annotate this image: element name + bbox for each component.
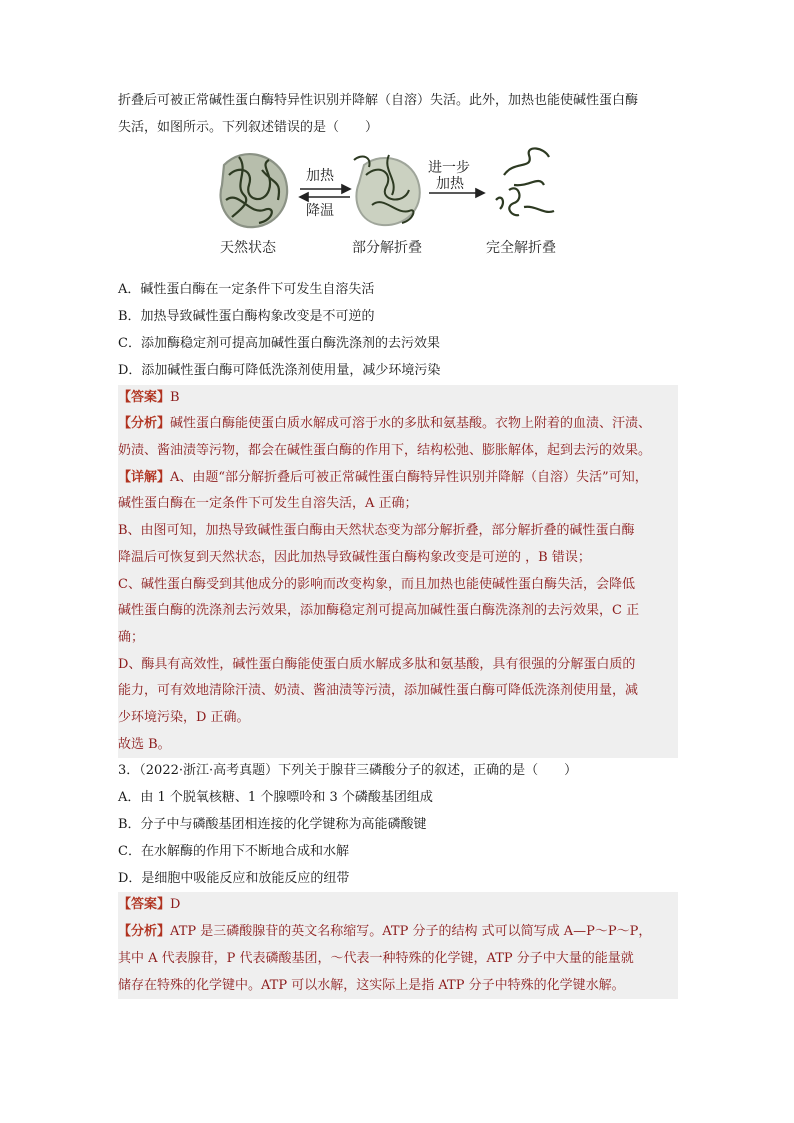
q3-solution-block [118, 892, 678, 999]
q2-solution-block [118, 385, 678, 759]
q2-analysis-line-2: 奶渍、酱油渍等污物，都会在碱性蛋白酶的作用下，结构松弛、膨胀解体，起到去污的效果。 [118, 443, 652, 458]
q3-answer-value: D [170, 897, 181, 913]
q3-analysis-line-2: 其中 A 代表腺苷，P 代表磷酸基团，～代表一种特殊的化学键，ATP 分子中大量的能量就 [118, 950, 634, 966]
q2-answer-value: B [170, 389, 180, 405]
q2-detail-line-11: 故选 B。 [118, 736, 171, 752]
document-page [118, 88, 678, 999]
q2-option-d: D．添加碱性蛋白酶可降低洗涤剂使用量，减少环境污染 [118, 362, 441, 378]
intro-line-1: 折叠后可被正常碱性蛋白酶特异性识别并降解（自溶）失活。此外，加热也能使碱性蛋白酶 [118, 93, 639, 108]
q2-option-c: C．添加酶稳定剂可提高加碱性蛋白酶洗涤剂的去污效果 [118, 336, 440, 351]
native-state-protein [221, 155, 288, 228]
intro-line-2: 失活，如图所示。下列叙述错误的是（ ） [118, 119, 379, 135]
q2-analysis-label: 【分析】 [118, 416, 171, 432]
partially-unfolded-protein [354, 155, 420, 225]
caption-partially-unfolded: 部分解折叠 [352, 240, 422, 257]
q2-detail-line-5: C、碱性蛋白酶受到其他成分的影响而改变构象，而且加热也能使碱性蛋白酶失活，会降低 [118, 576, 635, 592]
arrow2-top-label: 进一步 [428, 160, 470, 177]
reversible-arrow [300, 185, 350, 201]
q2-answer-label: 【答案】 [118, 389, 171, 405]
q3-analysis-label: 【分析】 [118, 924, 171, 940]
q3-option-a: A．由 1 个脱氧核糖、1 个腺嘌呤和 3 个磷酸基团组成 [118, 790, 433, 806]
caption-fully-unfolded: 完全解折叠 [486, 240, 556, 257]
q2-detail-line-8: D、酶具有高效性，碱性蛋白酶能使蛋白质水解成多肽和氨基酸，具有很强的分解蛋白质的 [118, 656, 636, 672]
q2-detail-label: 【详解】 [118, 469, 171, 485]
q2-analysis-line-1: 碱性蛋白酶能使蛋白质水解成可溶于水的多肽和氨基酸。衣物上附着的血渍、汗渍、 [170, 416, 652, 432]
fully-unfolded-protein [496, 149, 554, 216]
arrow1-bottom-label: 降温 [306, 203, 334, 220]
q2-option-a: A．碱性蛋白酶在一定条件下可发生自溶失活 [118, 282, 375, 298]
q2-detail-line-6: 碱性蛋白酶的洗涤剂去污效果，添加酶稳定剂可提高加碱性蛋白酶洗涤剂的去污效果，C 正 [118, 603, 640, 619]
q3-option-b: B．分子中与磷酸基团相连接的化学键称为高能磷酸键 [118, 817, 427, 833]
q3-analysis-line-1: ATP 是三磷酸腺苷的英文名称缩写。ATP 分子的结构 式可以简写成 A—P～P～P， [170, 924, 652, 940]
arrow1-top-label: 加热 [306, 168, 334, 185]
arrow2-bottom-label: 加热 [436, 176, 464, 193]
q3-analysis-line-3: 储存在特殊的化学键中。ATP 可以水解，这实际上是指 ATP 分子中特殊的化学键水解。 [118, 977, 625, 993]
q2-detail-line-7: 确； [118, 629, 145, 645]
q3-stem: 3．（2022·浙江·高考真题）下列关于腺苷三磷酸分子的叙述，正确的是（ ） [118, 763, 578, 779]
q2-detail-line-1: A、由题“部分解折叠后可被正常碱性蛋白酶特异性识别并降解（自溶）失活”可知， [170, 469, 648, 485]
q2-detail-line-10: 少环境污染，D 正确。 [118, 710, 250, 726]
q2-detail-line-3: B、由图可知，加热导致碱性蛋白酶由天然状态变为部分解折叠，部分解折叠的碱性蛋白酶 [118, 523, 635, 539]
q2-detail-line-2: 碱性蛋白酶在一定条件下可发生自溶失活，A 正确； [118, 496, 418, 512]
caption-native-state: 天然状态 [220, 240, 276, 257]
q3-option-d: D．是细胞中吸能反应和放能反应的纽带 [118, 870, 350, 886]
q3-option-c: C．在水解酶的作用下不断地合成和水解 [118, 843, 349, 859]
q2-option-b: B．加热导致碱性蛋白酶构象改变是不可逆的 [118, 309, 375, 325]
enzyme-folding-figure [214, 145, 574, 271]
q2-detail-line-4: 降温后可恢复到天然状态，因此加热导致碱性蛋白酶构象改变是可逆的 ，B 错误； [118, 549, 591, 565]
q3-answer-label: 【答案】 [118, 897, 171, 913]
q2-detail-line-9: 能力，可有效地清除汗渍、奶渍、酱油渍等污渍，添加碱性蛋白酶可降低洗涤剂使用量，减 [118, 683, 639, 699]
